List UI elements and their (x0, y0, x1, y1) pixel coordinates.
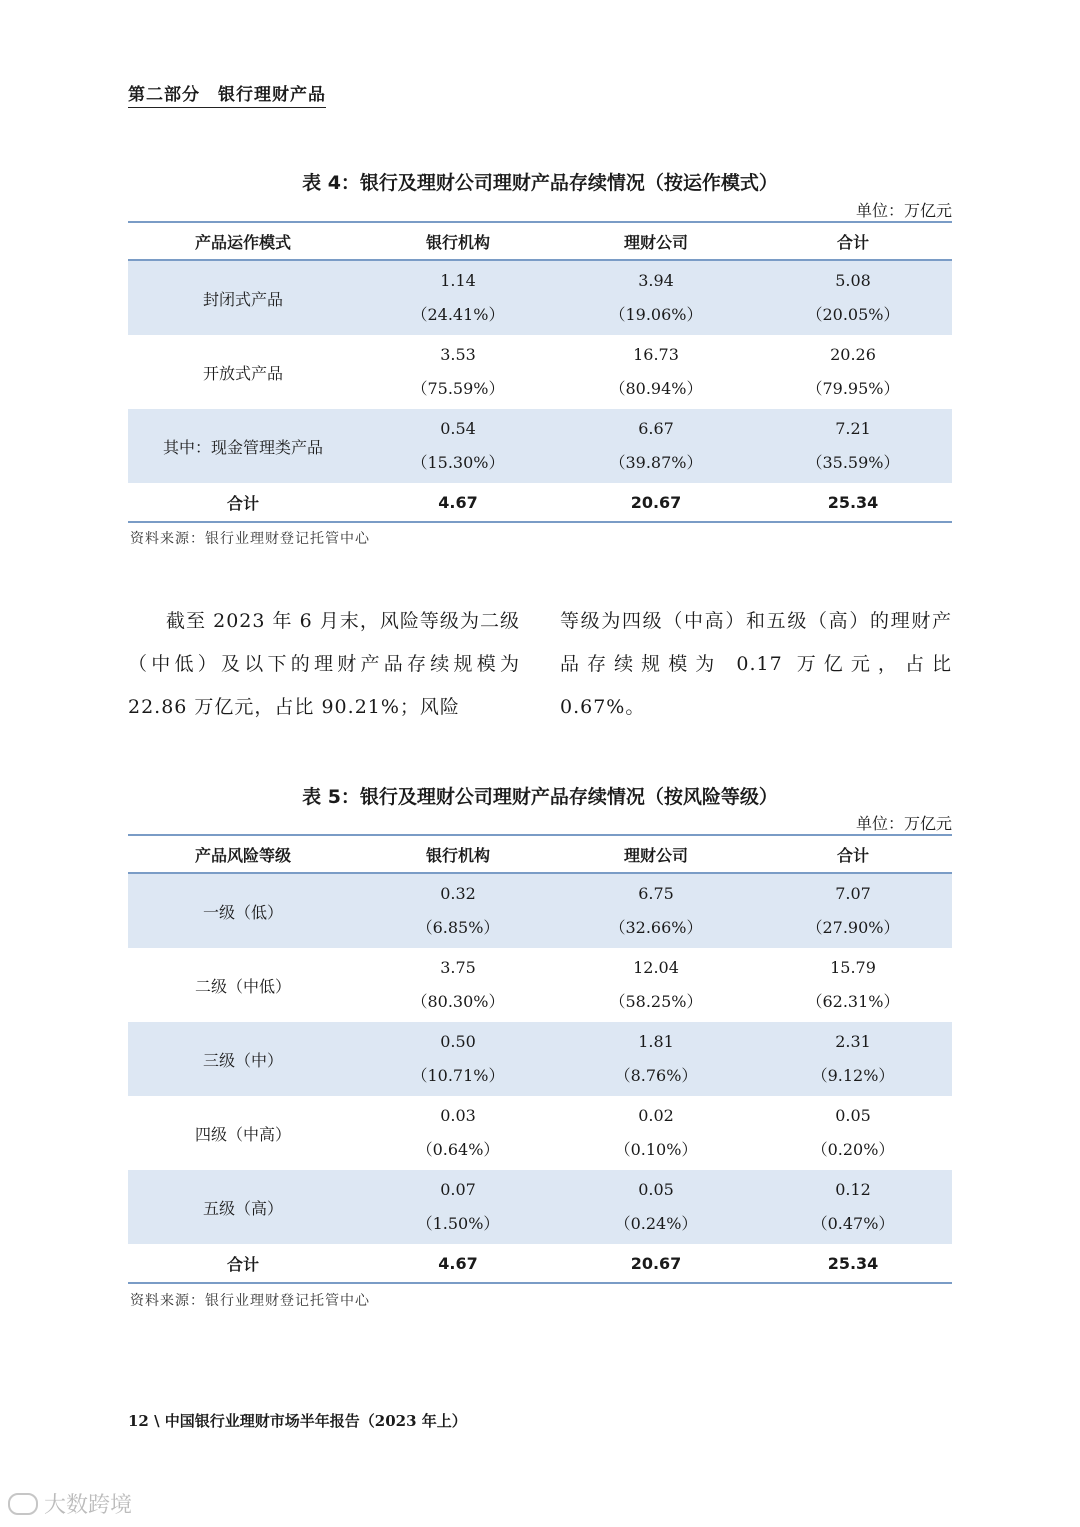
table4 (128, 221, 952, 523)
table4-row-label: 开放式产品 (202, 363, 283, 383)
table4-cell-share: （20.05%） (806, 305, 900, 324)
table5-cell (358, 874, 558, 948)
table5-cell-share: （9.12%） (811, 1066, 895, 1085)
table5-cell (754, 874, 952, 948)
watermark (8, 1488, 132, 1519)
table4-cell (358, 261, 558, 335)
table4-cell (754, 335, 952, 409)
table5-total-value: 4.67 (438, 1253, 478, 1273)
table5-cell-share: （0.24%） (614, 1214, 698, 1233)
table5-cell-value: 7.07 (835, 884, 871, 903)
table5-row-label: 二级（中低） (194, 976, 291, 996)
table5-cell (754, 1170, 952, 1244)
table4-total-value: 25.34 (827, 492, 879, 512)
table5-row-label: 五级（高） (202, 1198, 283, 1218)
table5-source: 资料来源：银行业理财登记托管中心 (130, 1293, 370, 1309)
table5-col-header: 理财公司 (623, 845, 688, 865)
table5-col-header: 产品风险等级 (194, 845, 291, 865)
table4-row (128, 261, 952, 335)
table5-cell-value: 0.12 (835, 1180, 871, 1199)
table5-cell (754, 1022, 952, 1096)
table5-row-label: 四级（中高） (194, 1124, 291, 1144)
table5-cell (358, 1096, 558, 1170)
table5-cell (558, 1170, 754, 1244)
watermark-text: 大数跨境 (44, 1493, 133, 1518)
table5-cell-share: （0.20%） (811, 1140, 895, 1159)
table5-cell-value: 6.75 (638, 884, 674, 903)
table4-cell (754, 409, 952, 483)
table5-row (128, 1096, 952, 1170)
table4-col-header: 银行机构 (425, 232, 490, 252)
table5-total-value: 20.67 (630, 1253, 682, 1273)
table4-unit: 单位：万亿元 (855, 201, 952, 220)
table5-cell-share: （6.85%） (416, 918, 500, 937)
table5-total-label: 合计 (226, 1254, 259, 1274)
table4-cell-value: 5.08 (835, 271, 871, 290)
table4-cell-share: （75.59%） (411, 379, 505, 398)
table4-total-label: 合计 (226, 493, 259, 513)
table4-total-row (128, 483, 952, 521)
table5-cell (754, 1096, 952, 1170)
table4-cell-value: 1.14 (440, 271, 476, 290)
table5-cell-share: （27.90%） (806, 918, 900, 937)
table5-cell (754, 948, 952, 1022)
table5-cell (558, 948, 754, 1022)
table4-row-label: 封闭式产品 (202, 289, 283, 309)
table4-cell (558, 335, 754, 409)
table4-row (128, 409, 952, 483)
table4-cell (558, 409, 754, 483)
table5-cell (358, 1170, 558, 1244)
table4-cell-share: （35.59%） (806, 453, 900, 472)
watermark-logo-icon (8, 1493, 38, 1515)
table5-cell-share: （32.66%） (609, 918, 703, 937)
table5-col-header: 合计 (836, 845, 869, 865)
table4-col-header: 产品运作模式 (194, 232, 291, 252)
table4-cell-value: 0.54 (440, 419, 476, 438)
table5-cell-value: 0.07 (440, 1180, 476, 1199)
table5-row (128, 948, 952, 1022)
table4-cell (754, 261, 952, 335)
table5-unit: 单位：万亿元 (855, 814, 952, 833)
table5-cell-share: （0.64%） (416, 1140, 500, 1159)
table5-cell-share: （0.47%） (811, 1214, 895, 1233)
table5-cell-value: 0.02 (638, 1106, 674, 1125)
table5-row-label: 一级（低） (202, 902, 283, 922)
table5-cell-value: 0.05 (638, 1180, 674, 1199)
table5 (128, 834, 952, 1284)
paragraph-left-column: 截至 2023 年 6 月末，风险等级为二级（中低）及以下的理财产品存续规模为 22.86 万亿元，占比 90.21%；风险 (128, 610, 520, 718)
table5-cell-value: 0.03 (440, 1106, 476, 1125)
table5-cell-value: 15.79 (830, 958, 876, 977)
table4-col-header: 理财公司 (623, 232, 688, 252)
table5-title: 表 5：银行及理财公司理财产品存续情况（按风险等级） (302, 786, 778, 808)
table4-cell (358, 335, 558, 409)
table4-cell-share: （39.87%） (609, 453, 703, 472)
table4-row-label: 其中：现金管理类产品 (162, 437, 323, 457)
table5-cell-share: （0.10%） (614, 1140, 698, 1159)
table5-total-row (128, 1244, 952, 1282)
table4-cell (358, 409, 558, 483)
table4-cell-value: 16.73 (633, 345, 679, 364)
table5-total-value: 25.34 (827, 1253, 879, 1273)
table4-cell-value: 20.26 (830, 345, 876, 364)
table5-cell-share: （62.31%） (806, 992, 900, 1011)
table5-cell-value: 0.50 (440, 1032, 476, 1051)
table4-cell-share: （80.94%） (609, 379, 703, 398)
table5-cell (558, 1096, 754, 1170)
table5-cell-share: （58.25%） (609, 992, 703, 1011)
table5-cell-share: （1.50%） (416, 1214, 500, 1233)
table5-row (128, 874, 952, 948)
table5-cell-share: （80.30%） (411, 992, 505, 1011)
table4-cell-value: 6.67 (638, 419, 674, 438)
table5-col-header: 银行机构 (425, 845, 490, 865)
table4-source: 资料来源：银行业理财登记托管中心 (130, 531, 370, 547)
table4-title: 表 4：银行及理财公司理财产品存续情况（按运作模式） (302, 172, 778, 194)
section-header: 第二部分 银行理财产品 (128, 80, 326, 108)
table5-row (128, 1170, 952, 1244)
table4-cell-value: 3.94 (638, 271, 674, 290)
table5-cell-value: 2.31 (835, 1032, 871, 1051)
table5-header-row (128, 836, 952, 874)
table4-cell-value: 7.21 (835, 419, 871, 438)
page-footer: 12 \ 中国银行业理财市场半年报告（2023 年上） (128, 1412, 467, 1430)
table5-row-label: 三级（中） (202, 1050, 283, 1070)
table4-total-value: 4.67 (438, 492, 478, 512)
table5-cell (358, 948, 558, 1022)
table4-cell-share: （79.95%） (806, 379, 900, 398)
table4-cell (558, 261, 754, 335)
table4-header-row (128, 223, 952, 261)
table5-cell-value: 0.32 (440, 884, 476, 903)
table5-cell (358, 1022, 558, 1096)
table4-total-value: 20.67 (630, 492, 682, 512)
table5-cell-value: 0.05 (835, 1106, 871, 1125)
table5-cell (558, 874, 754, 948)
table4-cell-share: （15.30%） (411, 453, 505, 472)
table4-col-header: 合计 (836, 232, 869, 252)
table4-row (128, 335, 952, 409)
table5-cell-share: （10.71%） (411, 1066, 505, 1085)
table5-cell (558, 1022, 754, 1096)
paragraph-right-column: 等级为四级（中高）和五级（高）的理财产品存续规模为 0.17 万亿元，占比 0.67%。 (560, 610, 952, 718)
table4-cell-share: （19.06%） (609, 305, 703, 324)
table4-cell-value: 3.53 (440, 345, 476, 364)
table5-cell-value: 12.04 (633, 958, 679, 977)
table5-cell-share: （8.76%） (614, 1066, 698, 1085)
table5-row (128, 1022, 952, 1096)
table5-cell-value: 3.75 (440, 958, 476, 977)
table5-cell-value: 1.81 (638, 1032, 674, 1051)
table4-cell-share: （24.41%） (411, 305, 505, 324)
